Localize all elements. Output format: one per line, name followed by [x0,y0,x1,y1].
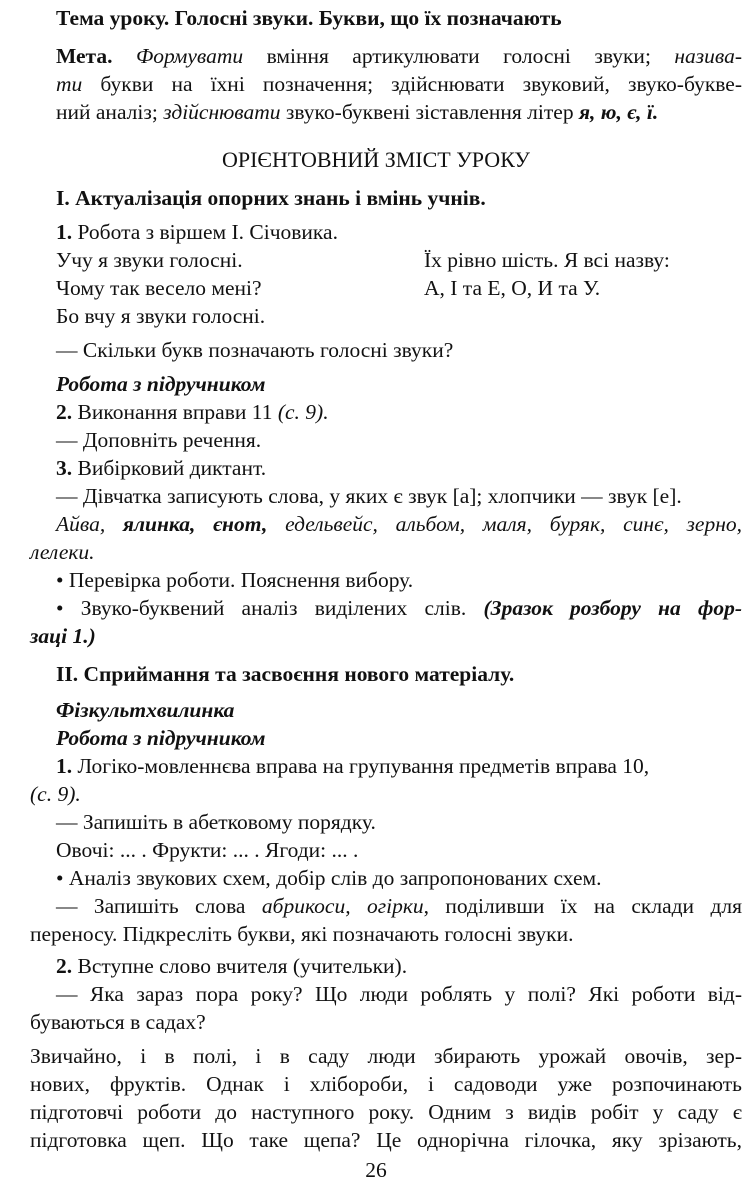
goal-text: звуко-буквені зіставлення літер [280,100,579,124]
bullet-note: (Зразок розбору на фор- [483,596,742,620]
word: едельвейс, альбом, маля, буряк, синє, зерно, [267,512,742,536]
question: — Яка зараз пора року? Що люди роблять у полі? Які роботи від- [56,982,742,1006]
poem-left: Учу я звуки голосні. [56,248,243,272]
goal-text: букви на їхні позначення; здійснювати звуковий, звуко-букве- [82,72,742,96]
goal-text: назива- [674,44,742,68]
dictation-words: лелеки. [30,540,95,564]
item-text: Вибірковий диктант. [72,456,267,480]
paragraph-line: Звичайно, і в полі, і в саду люди збирають урожай овочів, зер- [30,1044,742,1068]
task-text: — Запишіть слова [56,894,262,918]
word: Айва, [56,512,123,536]
task [56,892,742,920]
paragraph-line: нових, фруктів. Однак і хлібороби, і садоводи уже розпочинають [30,1072,742,1096]
paragraph-line: підготовчі роботи до наступного року. Одним з видів робіт у саду є [30,1100,742,1124]
lesson-title: Тема уроку. Голосні звуки. Букви, що їх позначають [56,6,562,30]
goal-text: ний аналіз; [56,100,164,124]
item-number: 2. [56,400,73,424]
part2-heading: ІІ. Сприймання та засвоєння нового матеріалу. [56,662,515,686]
page-number: 26 [365,1158,387,1182]
part1-item1 [56,218,742,246]
question: буваються в садах? [30,1010,206,1034]
task: — Доповніть речення. [56,428,262,452]
goal-text: здійснювати [163,100,281,124]
bullet-text: • Звуко-буквений аналіз виділених слів. [56,596,484,620]
poem-line [56,246,742,274]
page-ref: (с. 9). [30,782,81,806]
goal-text: ти [56,72,83,96]
bullet-note: заці 1.) [30,624,96,648]
page-ref: (с. 9). [277,400,329,424]
task-line: Овочі: ... . Фрукти: ... . Ягоди: ... . [56,838,359,862]
part1-item2 [56,398,742,426]
poem-right: Їх рівно шість. Я всі назву: [424,248,670,272]
dictation-words [56,510,742,538]
bullet [56,594,742,622]
goal-text: Формувати [135,44,244,68]
item-number: 1. [56,754,73,778]
goal-line-3 [56,98,742,126]
question: — Скільки букв позначають голосні звуки? [56,338,454,362]
goal-line-2 [56,70,742,98]
part1-heading: І. Актуалізація опорних знань і вмінь учнів. [56,186,486,210]
part2-item1 [56,752,742,780]
bullet: • Перевірка роботи. Пояснення вибору. [56,568,414,592]
item-text: Робота з віршем І. Січовика. [72,220,338,244]
poem-line: Бо вчу я звуки голосні. [56,304,266,328]
task: — Запишіть в абетковому порядку. [56,810,376,834]
bullet: • Аналіз звукових схем, добір слів до запропонованих схем. [56,866,602,890]
task: — Дівчатка записують слова, у яких є звук [а]; хлопчики — звук [е]. [56,484,682,508]
task-text: , поділивши їх на склади для [423,894,742,918]
part2-item2 [56,952,742,980]
item-text: Логіко-мовленнєва вправа на групування предметів вправа 10, [72,754,650,778]
highlighted-words: ялинка, єнот, [122,512,268,536]
goal-line-1 [56,42,742,70]
paragraph-line: підготовка щеп. Що таке щепа? Це однорічна гілочка, яку зрізають, [30,1128,742,1152]
poem-left: Чому так весело мені? [56,276,262,300]
item-text: Вступне слово вчителя (учительки). [72,954,408,978]
textbook-label: Робота з підручником [56,372,266,396]
goal-label: Мета. [56,44,113,68]
item-number: 2. [56,954,73,978]
part1-item3 [56,454,742,482]
task-words: абрикоси, огірки [261,894,424,918]
pe-label: Фізкультхвилинка [56,698,235,722]
poem-line [56,274,742,302]
goal-text: вміння артикулювати голосні звуки; [243,44,675,68]
item-number: 3. [56,456,73,480]
section-heading: ОРІЄНТОВНИЙ ЗМІСТ УРОКУ [221,147,531,172]
task: переносу. Підкресліть букви, які позначають голосні звуки. [30,922,574,946]
item-number: 1. [56,220,73,244]
textbook-label: Робота з підручником [56,726,266,750]
poem-right: А, І та Е, О, И та У. [424,276,601,300]
item-text: Виконання вправи 11 [72,400,278,424]
goal-letters: я, ю, є, ї. [578,100,659,124]
